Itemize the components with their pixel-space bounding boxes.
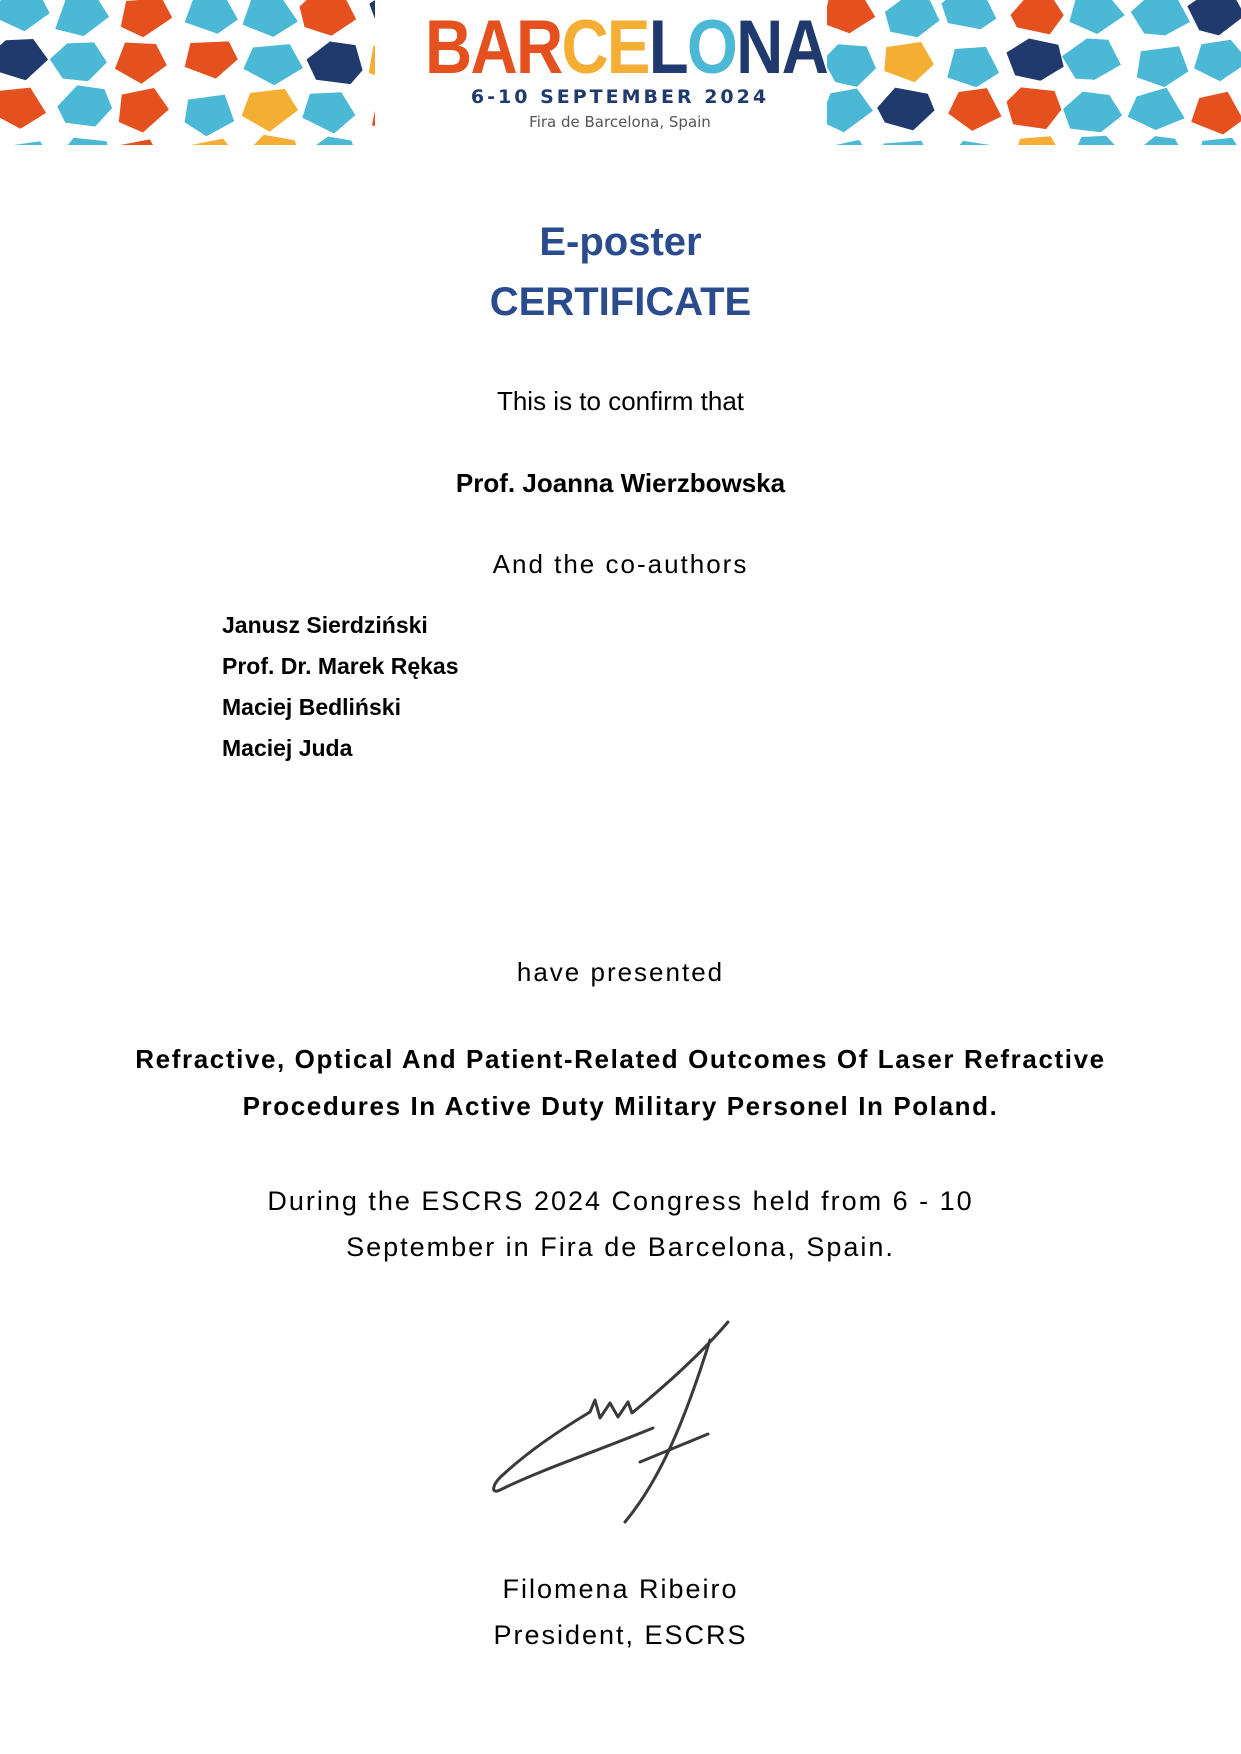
mosaic-tile — [1006, 39, 1063, 81]
mosaic-tile — [372, 93, 375, 133]
mosaic-tile — [1131, 0, 1190, 35]
congress-info-line: September in Fira de Barcelona, Spain. — [346, 1232, 895, 1262]
mosaic-tile — [1194, 40, 1241, 81]
mosaic-tile — [302, 92, 355, 133]
mosaic-tile — [369, 0, 375, 33]
mosaic-tile — [1069, 136, 1126, 145]
logo-letters: NA — [736, 5, 828, 90]
mosaic-tile — [1011, 0, 1064, 34]
mosaic-tile — [948, 88, 1001, 131]
mosaic-tile — [0, 39, 48, 80]
mosaic-tile — [1135, 136, 1188, 145]
mosaic-tile — [941, 0, 996, 29]
mosaic-tile — [948, 141, 1003, 145]
coauthor: Maciej Bedliński — [222, 694, 401, 720]
logo-letters: O — [687, 5, 737, 90]
logo-letters: CE — [561, 5, 649, 90]
presented-label: have presented — [516, 957, 725, 987]
mosaic-tile — [1197, 138, 1241, 145]
logo-letters: BAR — [425, 5, 562, 90]
event-venue: Fira de Barcelona, Spain — [529, 113, 711, 131]
signer-name: Filomena Ribeiro — [502, 1574, 739, 1604]
coauthors-label: And the co-authors — [492, 549, 749, 579]
presenter-name: Prof. Joanna Wierzbowska — [455, 468, 786, 498]
mosaic-tile — [947, 47, 999, 87]
mosaic-tile — [884, 42, 934, 82]
mosaic-tile — [58, 138, 110, 145]
mosaic-tile — [877, 141, 933, 145]
mosaic-tile — [305, 137, 360, 145]
mosaic-tile — [1137, 46, 1189, 87]
coauthor: Maciej Juda — [222, 735, 353, 761]
mosaic-tile — [1010, 136, 1063, 145]
congress-info — [0, 1178, 1241, 1270]
mosaic-tile — [0, 88, 46, 129]
coauthors-list — [222, 605, 459, 769]
mosaic-tile — [1128, 88, 1185, 130]
mosaic-tile — [827, 44, 876, 87]
mosaic-tile — [50, 42, 107, 81]
mosaic-tile — [115, 139, 168, 145]
mosaic-tile — [189, 139, 241, 145]
mosaic-tile — [185, 0, 238, 34]
poster-title — [0, 1036, 1241, 1130]
mosaic-tile — [2, 141, 54, 145]
mosaic-tile — [0, 0, 50, 31]
mosaic-tile — [1007, 87, 1062, 129]
event-dates: 6-10 SEPTEMBER 2024 — [470, 86, 770, 108]
mosaic-tile — [1063, 92, 1122, 133]
mosaic-tile — [119, 88, 169, 133]
mosaic-tile — [247, 135, 300, 145]
mosaic-tile — [307, 42, 363, 85]
mosaic-tile — [1187, 0, 1241, 35]
mosaic-tile — [242, 89, 298, 132]
mosaic-tile — [1069, 0, 1124, 34]
mosaic-tile — [243, 0, 298, 37]
mosaic-tile — [885, 0, 940, 37]
mosaic-tile — [243, 44, 303, 85]
mosaic-tile — [369, 39, 375, 84]
mosaic-tile — [300, 0, 357, 36]
signature — [460, 1300, 780, 1540]
mosaic-tile — [827, 0, 875, 33]
mosaic-tile — [115, 43, 167, 84]
coauthor: Prof. Dr. Marek Rękas — [222, 653, 459, 679]
logo-letters: L — [648, 5, 688, 90]
mosaic-tile — [121, 0, 172, 37]
barcelona-logo — [425, 5, 828, 90]
mosaic-tile — [1191, 92, 1241, 135]
mosaic-tile — [1062, 39, 1121, 80]
congress-info-line: During the ESCRS 2024 Congress held from 6 - 10 — [267, 1186, 974, 1216]
mosaic-tile — [55, 0, 109, 36]
mosaic-tile — [185, 95, 235, 137]
certificate-title: CERTIFICATE — [489, 280, 752, 324]
mosaic-tile — [827, 89, 873, 133]
signer — [0, 1566, 1241, 1658]
confirm-text: This is to confirm that — [496, 386, 745, 416]
certificate-title-eposter: E-poster — [539, 220, 702, 264]
mosaic-tile — [185, 41, 238, 78]
signer-role: President, ESCRS — [493, 1620, 748, 1650]
coauthor: Janusz Sierdziński — [222, 612, 428, 638]
mosaic-decoration-right — [827, 0, 1241, 145]
poster-title-line: Procedures In Active Duty Military Personel In Poland. — [242, 1091, 999, 1121]
mosaic-tile — [369, 134, 375, 145]
mosaic-tile — [877, 88, 934, 131]
mosaic-decoration-left — [0, 0, 375, 145]
mosaic-tile — [57, 85, 112, 126]
mosaic-tile — [827, 140, 875, 145]
poster-title-line: Refractive, Optical And Patient-Related Outcomes Of Laser Refractive — [135, 1044, 1106, 1074]
